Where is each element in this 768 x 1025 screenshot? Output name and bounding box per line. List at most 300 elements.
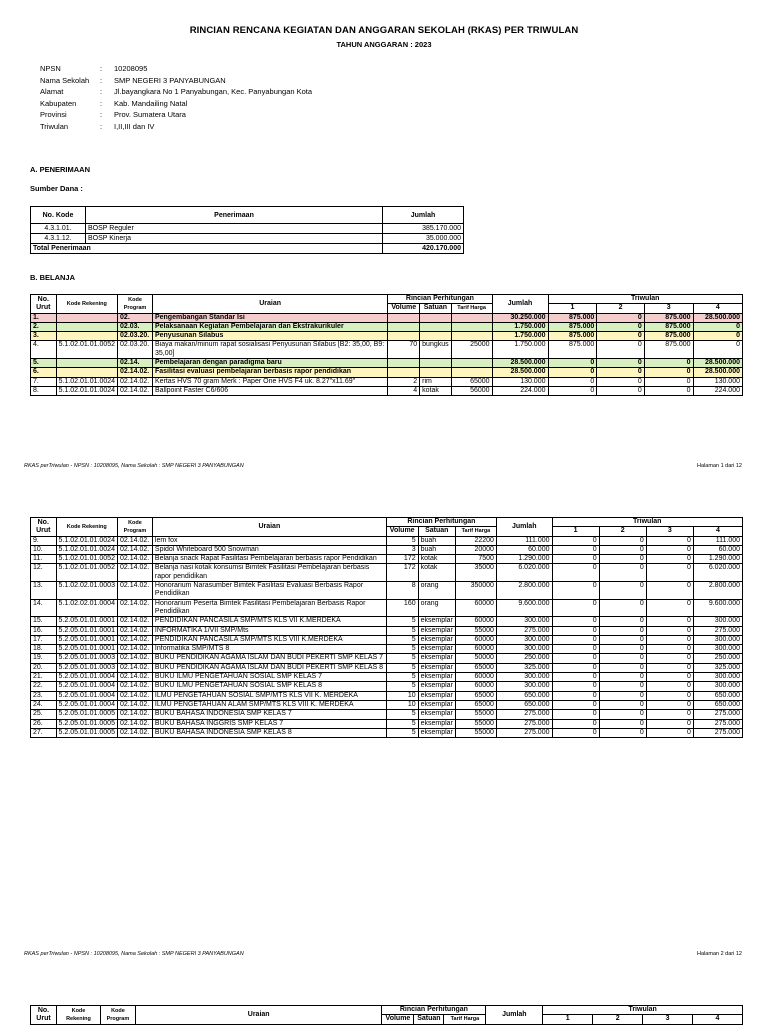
cell-kode-rekening: 5.2.05.01.01.0005 [56,728,117,737]
cell-satuan: eksemplar [418,645,455,654]
cell-satuan: eksemplar [418,673,455,682]
cell-kode-rekening [56,359,117,368]
cell-uraian: ILMU PENGETAHUAN ALAM SMP/MTS KLS VIII K. MERDEKA [152,700,386,709]
cell-triwulan-2: 0 [597,377,644,386]
footer-left: RKAS perTriwulan - NPSN : 10208095, Nama Sekolah : SMP NEGERI 3 PANYABUNGAN [24,463,244,469]
cell-triwulan-1: 0 [552,635,599,644]
cell-volume: 5 [386,719,418,728]
cell-satuan: buah [418,536,455,545]
cell-row-number: 10. [31,545,57,554]
cell-kode-rekening: 5.1.02.01.01.0024 [56,536,117,545]
belanja-table-page-2 [30,517,743,738]
cell-triwulan-4: 300.000 [693,645,742,654]
cell-jumlah: 111.000 [496,536,552,545]
cell-volume [388,322,420,331]
cell-triwulan-4: 275.000 [693,719,742,728]
cell-triwulan-3: 875.000 [644,332,693,341]
cell-kode-program: 02.14.02. [118,386,153,395]
belanja-table-page-3 [30,1005,743,1025]
cell-row-number: 19. [31,654,57,663]
cell-volume: 5 [386,536,418,545]
table-row [31,564,743,582]
cell-volume: 5 [386,663,418,672]
cell-tarif-harga: 55000 [455,728,496,737]
cell-jumlah: 275.000 [496,710,552,719]
cell-kode-program: 02.03.20. [118,332,153,341]
cell-triwulan-2: 0 [599,654,646,663]
cell-satuan [420,368,451,377]
cell-volume: 5 [386,626,418,635]
cell-uraian: Honorarium Peserta Bimtek Fasilitasi Pembelajaran Berbasis Rapor Pendidikan [152,599,386,617]
cell-row-number: 5. [31,359,57,368]
cell-triwulan-3: 0 [646,710,693,719]
cell-tarif-harga: 25000 [451,341,492,359]
cell-triwulan-1: 0 [552,617,599,626]
cell-tarif-harga: 60000 [455,617,496,626]
cell-triwulan-2: 0 [597,368,644,377]
cell-uraian: Ballpoint Faster C6/606 [152,386,387,395]
cell-volume: 3 [386,545,418,554]
cell-jumlah: 2.800.000 [496,582,552,600]
cell-kode-program: 02.14.02. [117,691,152,700]
cell-triwulan-4: 224.000 [693,386,742,395]
cell-kode-rekening: 5.2.05.01.01.0001 [56,626,117,635]
cell-triwulan-2: 0 [599,626,646,635]
cell-kode-program: 02.14.02. [117,555,152,564]
cell-uraian: lem fox [152,536,386,545]
cell-jumlah: 300.000 [496,673,552,682]
cell-row-number: 15. [31,617,57,626]
cell-tarif-harga [451,322,492,331]
cell-volume: 5 [386,617,418,626]
table-row [31,645,743,654]
table-row [31,710,743,719]
cell-uraian: Pengembangan Standar Isi [152,313,387,322]
cell-satuan: eksemplar [418,654,455,663]
cell-row-number: 20. [31,663,57,672]
school-info [40,63,312,133]
cell-triwulan-2: 0 [599,710,646,719]
cell-triwulan-2: 0 [599,700,646,709]
cell-row-number: 13. [31,582,57,600]
cell-triwulan-2: 0 [597,359,644,368]
cell-kode-program: 02.14.02. [117,719,152,728]
cell-satuan: buah [418,545,455,554]
cell-triwulan-4: 300.000 [693,635,742,644]
cell-triwulan-4: 28.500.000 [693,368,742,377]
cell-triwulan-4: 325.000 [693,663,742,672]
table-row [31,700,743,709]
cell-triwulan-1: 0 [552,654,599,663]
cell-tarif-harga [451,332,492,341]
cell-satuan: eksemplar [418,635,455,644]
cell-triwulan-4: 275.000 [693,728,742,737]
cell-kode-rekening: 5.2.05.01.01.0004 [56,700,117,709]
cell-triwulan-1: 0 [552,728,599,737]
cell-kode-program: 02.14.02. [117,626,152,635]
cell-triwulan-3: 0 [646,682,693,691]
cell-kode-rekening: 5.1.02.01.01.0052 [56,341,117,359]
cell-triwulan-1: 0 [552,700,599,709]
cell-kode-rekening: 5.1.02.01.01.0024 [56,377,117,386]
cell-volume: 10 [386,691,418,700]
cell-satuan: bungkus [420,341,451,359]
cell-uraian: Honorarium Narasumber Bimtek Fasilitasi Evaluasi Berbasis Rapor Pendidikan [152,582,386,600]
cell-uraian: Informatika SMP/MTS 8 [152,645,386,654]
cell-triwulan-2: 0 [599,673,646,682]
cell-tarif-harga [451,368,492,377]
cell-satuan [420,332,451,341]
document-subtitle: TAHUN ANGGARAN : 2023 [336,40,432,49]
cell-row-number: 2. [31,322,57,331]
section-penerimaan: A. PENERIMAAN [30,165,91,174]
cell-volume: 70 [388,341,420,359]
cell-tarif-harga: 65000 [451,377,492,386]
table-subheader-row: Volume Satuan Tarif Harga 1 2 3 4 [31,527,743,536]
cell-satuan: eksemplar [418,663,455,672]
cell-volume: 2 [388,377,420,386]
cell-triwulan-3: 0 [644,359,693,368]
cell-tarif-harga: 60000 [455,645,496,654]
cell-row-number: 7. [31,377,57,386]
cell-row-number: 23. [31,691,57,700]
cell-jumlah: 30.250.000 [492,313,548,322]
cell-uraian: BUKU ILMU PENGETAHUAN SOSIAL SMP KELAS 8 [152,682,386,691]
cell-triwulan-2: 0 [599,728,646,737]
cell-triwulan-1: 0 [552,673,599,682]
cell-jumlah: 650.000 [496,691,552,700]
cell-satuan [420,359,451,368]
cell-volume: 5 [386,728,418,737]
cell-satuan: eksemplar [418,691,455,700]
cell-kode-rekening: 5.2.05.01.01.0003 [56,663,117,672]
table-row [31,332,743,341]
cell-triwulan-2: 0 [599,645,646,654]
cell-kode-program: 02.03.20. [118,341,153,359]
table-row [31,691,743,700]
cell-kode-program: 02.14.02. [117,700,152,709]
cell-jumlah: 275.000 [496,626,552,635]
info-provinsi: Provinsi : Prov. Sumatera Utara [40,110,186,120]
cell-tarif-harga [451,313,492,322]
info-npsn: NPSN : 10208095 [40,64,148,73]
cell-uraian: BUKU PENDIDIKAN AGAMA ISLAM DAN BUDI PEKERTI SMP KELAS 7 [152,654,386,663]
cell-triwulan-4: 9.600.000 [693,599,742,617]
cell-satuan: eksemplar [418,626,455,635]
cell-row-number: 22. [31,682,57,691]
cell-row-number: 16. [31,626,57,635]
cell-triwulan-3: 875.000 [644,322,693,331]
table-row [31,728,743,737]
cell-uraian: Belanja nasi kotak konsumsi Bimtek Fasilitasi Pembelajaran berbasis rapor pendidikan [152,564,386,582]
cell-triwulan-4: 60.000 [693,545,742,554]
cell-triwulan-4: 300.000 [693,673,742,682]
cell-satuan [420,313,451,322]
cell-row-number: 12. [31,564,57,582]
cell-kode-rekening: 5.2.05.01.01.0004 [56,673,117,682]
cell-kode-program: 02.14.02. [117,728,152,737]
cell-triwulan-3: 0 [644,377,693,386]
table-row [31,663,743,672]
cell-satuan: eksemplar [418,710,455,719]
cell-triwulan-2: 0 [599,545,646,554]
cell-jumlah: 275.000 [496,728,552,737]
cell-volume: 5 [386,645,418,654]
cell-kode-rekening: 5.1.02.01.01.0024 [56,386,117,395]
cell-row-number: 26. [31,719,57,728]
cell-tarif-harga: 65000 [455,700,496,709]
cell-jumlah: 1.290.000 [496,555,552,564]
cell-triwulan-3: 0 [646,626,693,635]
cell-jumlah: 6.020.000 [496,564,552,582]
table-row [31,359,743,368]
cell-jumlah: 130.000 [492,377,548,386]
cell-satuan: orang [418,582,455,600]
page-number: Halaman 2 dari 12 [697,951,742,957]
cell-jumlah: 325.000 [496,663,552,672]
table-row [31,368,743,377]
cell-row-number: 25. [31,710,57,719]
cell-triwulan-2: 0 [599,564,646,582]
cell-kode-program: 02.14.02. [117,710,152,719]
cell-volume [388,313,420,322]
cell-triwulan-4: 2.800.000 [693,582,742,600]
cell-tarif-harga: 22200 [455,536,496,545]
cell-triwulan-4: 28.500.000 [693,359,742,368]
cell-volume: 5 [386,673,418,682]
cell-triwulan-2: 0 [599,617,646,626]
table-header-row: No. Urut Kode Rekening Kode Program Uraian Rincian Perhitungan Jumlah Triwulan [31,518,743,527]
cell-tarif-harga: 50000 [455,654,496,663]
cell-triwulan-2: 0 [599,635,646,644]
cell-volume: 172 [386,555,418,564]
table-row [31,545,743,554]
cell-triwulan-4: 275.000 [693,626,742,635]
cell-tarif-harga: 60000 [455,599,496,617]
cell-jumlah: 60.000 [496,545,552,554]
table-subheader-row: Volume Satuan Tarif Harga 1 2 3 4 [31,1015,743,1024]
table-row [31,673,743,682]
cell-triwulan-4: 6.020.000 [693,564,742,582]
cell-row-number: 17. [31,635,57,644]
cell-triwulan-4: 0 [693,322,742,331]
cell-triwulan-2: 0 [599,691,646,700]
cell-kode-program: 02.14.02. [117,673,152,682]
cell-triwulan-4: 0 [693,332,742,341]
cell-uraian: Biaya makan/minum rapat sosialisasi Penyusunan Silabus [B2: 35,00, B9: 35,00] [152,341,387,359]
cell-satuan: eksemplar [418,719,455,728]
cell-uraian: Belanja snack Rapat Fasilitasi Pembelajaran berbasis rapor Pendidikan [152,555,386,564]
cell-row-number: 18. [31,645,57,654]
cell-satuan: kotak [418,555,455,564]
cell-jumlah: 275.000 [496,719,552,728]
cell-row-number: 4. [31,341,57,359]
cell-jumlah: 9.600.000 [496,599,552,617]
cell-kode-program: 02.14.02. [117,635,152,644]
cell-uraian: PENDIDIKAN PANCASILA SMP/MTS KLS VIII K.MERDEKA [152,635,386,644]
cell-kode-rekening: 5.1.02.01.01.0024 [56,545,117,554]
cell-tarif-harga: 350000 [455,582,496,600]
cell-jumlah: 1.750.000 [492,341,548,359]
table-subheader-row: Volume Satuan Tarif Harga 1 2 3 4 [31,304,743,313]
cell-triwulan-2: 0 [599,682,646,691]
cell-triwulan-1: 0 [552,719,599,728]
cell-triwulan-2: 0 [597,386,644,395]
cell-triwulan-3: 0 [646,582,693,600]
cell-kode-program: 02.14.02. [117,617,152,626]
cell-triwulan-4: 0 [693,341,742,359]
cell-kode-rekening: 5.2.05.01.01.0001 [56,617,117,626]
cell-kode-rekening: 5.2.05.01.01.0004 [56,691,117,700]
cell-triwulan-2: 0 [597,313,644,322]
penerimaan-table [30,206,464,254]
cell-kode-rekening [56,313,117,322]
cell-satuan: kotak [418,564,455,582]
cell-tarif-harga: 55000 [455,626,496,635]
cell-kode-program: 02.14.02. [117,582,152,600]
cell-triwulan-1: 0 [552,626,599,635]
cell-row-number: 27. [31,728,57,737]
table-row [31,555,743,564]
cell-kode-program: 02.14.02. [117,564,152,582]
cell-kode-program: 02.14. [118,359,153,368]
cell-triwulan-3: 0 [644,368,693,377]
cell-kode-rekening: 5.2.05.01.01.0001 [56,635,117,644]
table-row [31,386,743,395]
cell-kode-program: 02.14.02. [117,545,152,554]
cell-kode-program: 02.14.02. [117,536,152,545]
cell-tarif-harga: 55000 [455,719,496,728]
total-row: Total Penerimaan 420.170.000 [31,244,464,254]
cell-jumlah: 1.750.000 [492,332,548,341]
cell-jumlah: 1.750.000 [492,322,548,331]
cell-volume [388,359,420,368]
table-row: 4.3.1.01. BOSP Reguler 385.170.000 [31,224,464,234]
cell-jumlah: 300.000 [496,682,552,691]
cell-triwulan-2: 0 [597,322,644,331]
cell-triwulan-2: 0 [599,719,646,728]
cell-jumlah: 28.500.000 [492,368,548,377]
table-header-row: No. Urut Kode Rekening Kode Program Uraian Rincian Perhitungan Jumlah Triwulan [31,1006,743,1015]
cell-triwulan-2: 0 [597,341,644,359]
belanja-rows [31,313,743,396]
cell-triwulan-1: 875.000 [548,322,597,331]
cell-uraian: Pembelajaran dengan paradigma baru [152,359,387,368]
cell-uraian: Penyusunan Silabus [152,332,387,341]
cell-row-number: 8. [31,386,57,395]
cell-triwulan-1: 0 [552,682,599,691]
cell-row-number: 11. [31,555,57,564]
cell-row-number: 9. [31,536,57,545]
cell-uraian: BUKU PENDIDIKAN AGAMA ISLAM DAN BUDI PEKERTI SMP KELAS 8 [152,663,386,672]
cell-jumlah: 28.500.000 [492,359,548,368]
section-belanja: B. BELANJA [30,273,76,282]
cell-triwulan-4: 275.000 [693,710,742,719]
cell-triwulan-1: 0 [552,663,599,672]
cell-row-number: 6. [31,368,57,377]
cell-satuan: orang [418,599,455,617]
cell-triwulan-1: 875.000 [548,341,597,359]
cell-tarif-harga: 20000 [455,545,496,554]
cell-triwulan-1: 875.000 [548,313,597,322]
cell-triwulan-1: 875.000 [548,332,597,341]
table-row [31,635,743,644]
cell-jumlah: 300.000 [496,635,552,644]
cell-triwulan-3: 875.000 [644,341,693,359]
cell-triwulan-4: 650.000 [693,700,742,709]
cell-triwulan-4: 300.000 [693,682,742,691]
cell-uraian: BUKU BAHASA INDONESIA SMP KELAS 7 [152,710,386,719]
cell-row-number: 3. [31,332,57,341]
page-number: Halaman 1 dari 12 [697,463,742,469]
cell-triwulan-4: 111.000 [693,536,742,545]
table-row [31,313,743,322]
cell-volume: 5 [386,682,418,691]
cell-row-number: 21. [31,673,57,682]
cell-uraian: PENDIDIKAN PANCASILA SMP/MTS KLS VII K.MERDEKA [152,617,386,626]
cell-uraian: BUKU BAHASA INGGRIS SMP KELAS 7 [152,719,386,728]
cell-triwulan-3: 0 [646,536,693,545]
cell-triwulan-4: 130.000 [693,377,742,386]
cell-kode-rekening: 5.1.02.02.01.0003 [56,582,117,600]
table-row [31,682,743,691]
cell-uraian: Spidol Whiteboard 500 Snowman [152,545,386,554]
cell-uraian: INFORMATIKA 1/VII SMP/Mts [152,626,386,635]
cell-satuan [420,322,451,331]
cell-kode-rekening: 5.2.05.01.01.0003 [56,654,117,663]
cell-triwulan-3: 0 [646,555,693,564]
cell-triwulan-2: 0 [599,582,646,600]
cell-kode-rekening [56,368,117,377]
cell-triwulan-3: 0 [644,386,693,395]
cell-triwulan-3: 0 [646,663,693,672]
cell-uraian: BUKU ILMU PENGETAHUAN SOSIAL SMP KELAS 7 [152,673,386,682]
cell-kode-rekening: 5.2.05.01.01.0005 [56,719,117,728]
cell-kode-rekening: 5.2.05.01.01.0005 [56,710,117,719]
table-row [31,582,743,600]
cell-kode-program: 02.14.02. [117,682,152,691]
cell-triwulan-1: 0 [552,536,599,545]
cell-tarif-harga: 60000 [455,635,496,644]
cell-volume: 5 [386,710,418,719]
cell-triwulan-3: 0 [646,645,693,654]
cell-kode-program: 02.14.02. [118,377,153,386]
info-kabupaten: Kabupaten : Kab. Mandailing Natal [40,98,188,108]
cell-jumlah: 300.000 [496,645,552,654]
cell-kode-rekening: 5.1.02.01.01.0052 [56,555,117,564]
cell-kode-program: 02.14.02. [117,663,152,672]
cell-triwulan-4: 250.000 [693,654,742,663]
cell-triwulan-3: 0 [646,673,693,682]
cell-triwulan-1: 0 [552,599,599,617]
cell-jumlah: 250.000 [496,654,552,663]
cell-tarif-harga: 65000 [455,691,496,700]
cell-triwulan-1: 0 [548,377,597,386]
cell-triwulan-1: 0 [552,710,599,719]
cell-kode-rekening: 5.1.02.02.01.0004 [56,599,117,617]
cell-satuan: kotak [420,386,451,395]
cell-satuan: rim [420,377,451,386]
cell-volume: 5 [386,635,418,644]
cell-kode-program: 02.14.02. [117,645,152,654]
cell-triwulan-3: 875.000 [644,313,693,322]
table-row [31,377,743,386]
table-row [31,599,743,617]
cell-tarif-harga: 7500 [455,555,496,564]
cell-kode-rekening: 5.1.02.01.01.0052 [56,564,117,582]
cell-tarif-harga: 65000 [455,663,496,672]
document-title: RINCIAN RENCANA KEGIATAN DAN ANGGARAN SEKOLAH (RKAS) PER TRIWULAN [189,25,579,36]
